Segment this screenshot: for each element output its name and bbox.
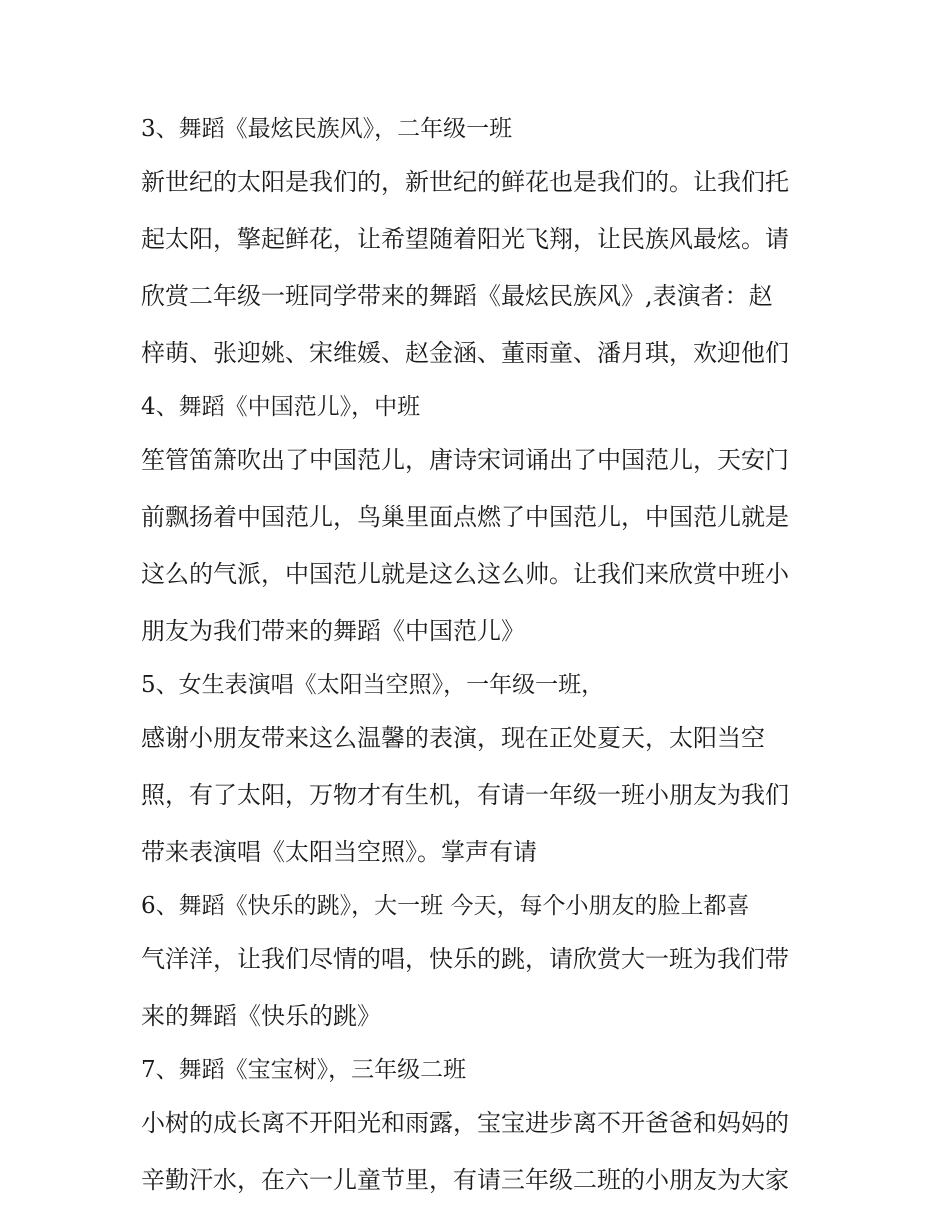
section-6 [141, 881, 821, 1045]
paragraph-line: 笙管笛箫吹出了中国范儿，唐诗宋词诵出了中国范儿，天安门 [141, 446, 789, 474]
paragraph-line: 前飘扬着中国范儿，鸟巢里面点燃了中国范儿，中国范儿就是 [141, 503, 789, 531]
paragraph-line: 起太阳，擎起鲜花，让希望随着阳光飞翔，让民族风最炫。请 [141, 225, 789, 253]
paragraph-line: 朋友为我们带来的舞蹈《中国范儿》 [141, 617, 525, 645]
paragraph-line: 新世纪的太阳是我们的，新世纪的鲜花也是我们的。让我们托 [141, 168, 789, 196]
section-heading: 5、女生表演唱《太阳当空照》，一年级一班， [141, 672, 605, 698]
paragraph-line: 辛勤汗水，在六一儿童节里，有请三年级二班的小朋友为大家 [141, 1166, 789, 1194]
paragraph-line: 小树的成长离不开阳光和雨露，宝宝进步离不开爸爸和妈妈的 [141, 1109, 789, 1137]
paragraph-line: 来的舞蹈《快乐的跳》 [141, 1002, 381, 1030]
section-7 [141, 1045, 821, 1209]
document-body [141, 104, 821, 1209]
section-3 [141, 104, 821, 382]
paragraph-line: 欣赏二年级一班同学带来的舞蹈《最炫民族风》,表演者：赵 [141, 282, 773, 310]
section-4 [141, 382, 821, 660]
paragraph-line: 感谢小朋友带来这么温馨的表演，现在正处夏天，太阳当空 [141, 724, 765, 752]
section-heading: 3、舞蹈《最炫民族风》，二年级一班 [141, 116, 513, 142]
paragraph-line: 梓萌、张迎姚、宋维媛、赵金涵、董雨童、潘月琪，欢迎他们 [141, 339, 789, 367]
section-heading: 7、舞蹈《宝宝树》，三年级二班 [141, 1057, 467, 1083]
section-heading: 6、舞蹈《快乐的跳》，大一班 今天，每个小朋友的脸上都喜 [141, 893, 750, 919]
section-heading: 4、舞蹈《中国范儿》，中班 [141, 394, 421, 420]
paragraph-line: 照，有了太阳，万物才有生机，有请一年级一班小朋友为我们 [141, 781, 789, 809]
paragraph-line: 这么的气派，中国范儿就是这么这么帅。让我们来欣赏中班小 [141, 560, 789, 588]
section-5 [141, 660, 821, 881]
paragraph-line: 带来表演唱《太阳当空照》。掌声有请 [141, 838, 537, 866]
paragraph-line: 气洋洋，让我们尽情的唱，快乐的跳，请欣赏大一班为我们带 [141, 945, 789, 973]
